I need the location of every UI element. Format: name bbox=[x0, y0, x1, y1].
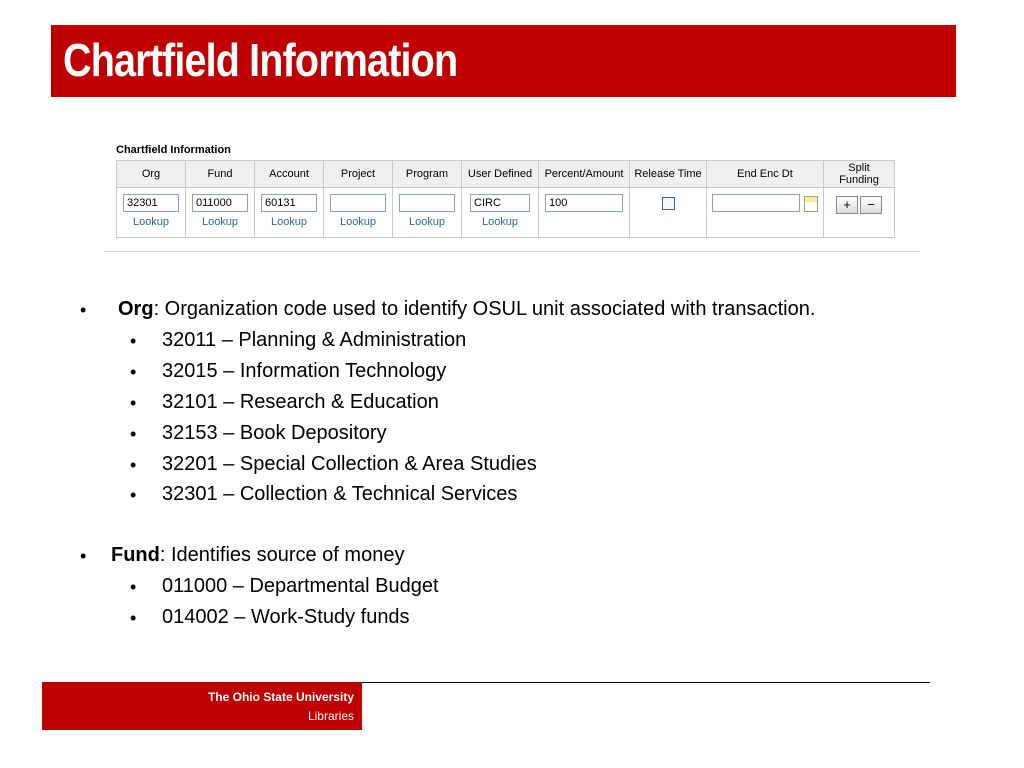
bullet-dot: • bbox=[80, 300, 87, 320]
col-header-user-defined: User Defined bbox=[462, 161, 539, 188]
program-input[interactable] bbox=[399, 194, 455, 212]
org-item: 32015 – Information Technology bbox=[162, 360, 447, 382]
bullet-dot: • bbox=[130, 455, 137, 475]
footer-libraries: Libraries bbox=[307, 709, 354, 723]
end-enc-dt-input[interactable] bbox=[712, 194, 800, 212]
col-header-fund: Fund bbox=[186, 161, 255, 188]
bullet-dot: • bbox=[80, 546, 87, 566]
cell-end-enc-dt bbox=[707, 188, 824, 238]
col-header-project: Project bbox=[324, 161, 393, 188]
release-time-checkbox[interactable] bbox=[662, 197, 675, 210]
chartfield-grid bbox=[116, 160, 895, 238]
fund-description: : Identifies source of money bbox=[159, 544, 405, 566]
col-header-program: Program bbox=[393, 161, 462, 188]
cell-org bbox=[117, 188, 186, 238]
cell-account bbox=[255, 188, 324, 238]
fund-item: 014002 – Work-Study funds bbox=[162, 606, 410, 628]
cell-fund bbox=[186, 188, 255, 238]
col-header-org: Org bbox=[117, 161, 186, 188]
org-item: 32153 – Book Depository bbox=[162, 422, 387, 444]
account-lookup-link[interactable]: Lookup bbox=[270, 216, 308, 228]
col-header-end-enc-dt: End Enc Dt bbox=[707, 161, 824, 188]
user-defined-lookup-link[interactable]: Lookup bbox=[481, 216, 519, 228]
project-lookup-link[interactable]: Lookup bbox=[339, 216, 377, 228]
project-input[interactable] bbox=[330, 194, 386, 212]
footer-logo-block bbox=[42, 682, 362, 730]
bullet-dot: • bbox=[130, 577, 137, 597]
calendar-icon[interactable] bbox=[804, 196, 818, 212]
bullet-dot: • bbox=[130, 424, 137, 444]
percent-amount-input[interactable] bbox=[545, 194, 623, 212]
grid-header-row bbox=[117, 161, 895, 188]
fund-input[interactable] bbox=[192, 194, 248, 212]
col-header-account: Account bbox=[255, 161, 324, 188]
bullet-dot: • bbox=[130, 608, 137, 628]
fund-bullet bbox=[111, 544, 404, 567]
fund-lookup-link[interactable]: Lookup bbox=[201, 216, 239, 228]
cell-program bbox=[393, 188, 462, 238]
org-input[interactable] bbox=[123, 194, 179, 212]
footer-divider bbox=[362, 682, 930, 683]
grid-data-row bbox=[117, 188, 895, 238]
org-item: 32101 – Research & Education bbox=[162, 391, 439, 413]
org-item: 32301 – Collection & Technical Services bbox=[162, 483, 518, 505]
org-term: Org bbox=[118, 298, 154, 320]
bullet-dot: • bbox=[130, 362, 137, 382]
org-lookup-link[interactable]: Lookup bbox=[132, 216, 170, 228]
remove-split-button[interactable]: − bbox=[860, 196, 882, 214]
cell-project bbox=[324, 188, 393, 238]
program-lookup-link[interactable]: Lookup bbox=[408, 216, 446, 228]
col-header-split-funding: Split Funding bbox=[824, 161, 895, 188]
cell-release-time bbox=[630, 188, 707, 238]
cell-user-defined bbox=[462, 188, 539, 238]
col-header-percent-amount: Percent/Amount bbox=[539, 161, 630, 188]
bullet-dot: • bbox=[130, 331, 137, 351]
org-item: 32011 – Planning & Administration bbox=[162, 329, 467, 351]
fund-term: Fund bbox=[111, 544, 160, 566]
bullet-dot: • bbox=[130, 485, 137, 505]
cell-split-funding bbox=[824, 188, 895, 238]
add-split-button[interactable]: + bbox=[836, 196, 858, 214]
slide-title-bar bbox=[51, 25, 956, 97]
slide-title: Chartfield Information bbox=[63, 34, 458, 86]
org-bullet bbox=[118, 298, 815, 321]
panel-title: Chartfield Information bbox=[116, 144, 231, 156]
bullet-dot: • bbox=[130, 393, 137, 413]
org-item: 32201 – Special Collection & Area Studies bbox=[162, 453, 537, 475]
cell-percent-amount bbox=[539, 188, 630, 238]
fund-item: 011000 – Departmental Budget bbox=[162, 575, 439, 597]
footer-university: The Ohio State University bbox=[207, 690, 354, 704]
org-description: : Organization code used to identify OSUL unit associated with transaction. bbox=[153, 298, 816, 320]
user-defined-input[interactable] bbox=[470, 194, 530, 212]
col-header-release-time: Release Time bbox=[630, 161, 707, 188]
account-input[interactable] bbox=[261, 194, 317, 212]
chartfield-panel bbox=[104, 131, 920, 252]
